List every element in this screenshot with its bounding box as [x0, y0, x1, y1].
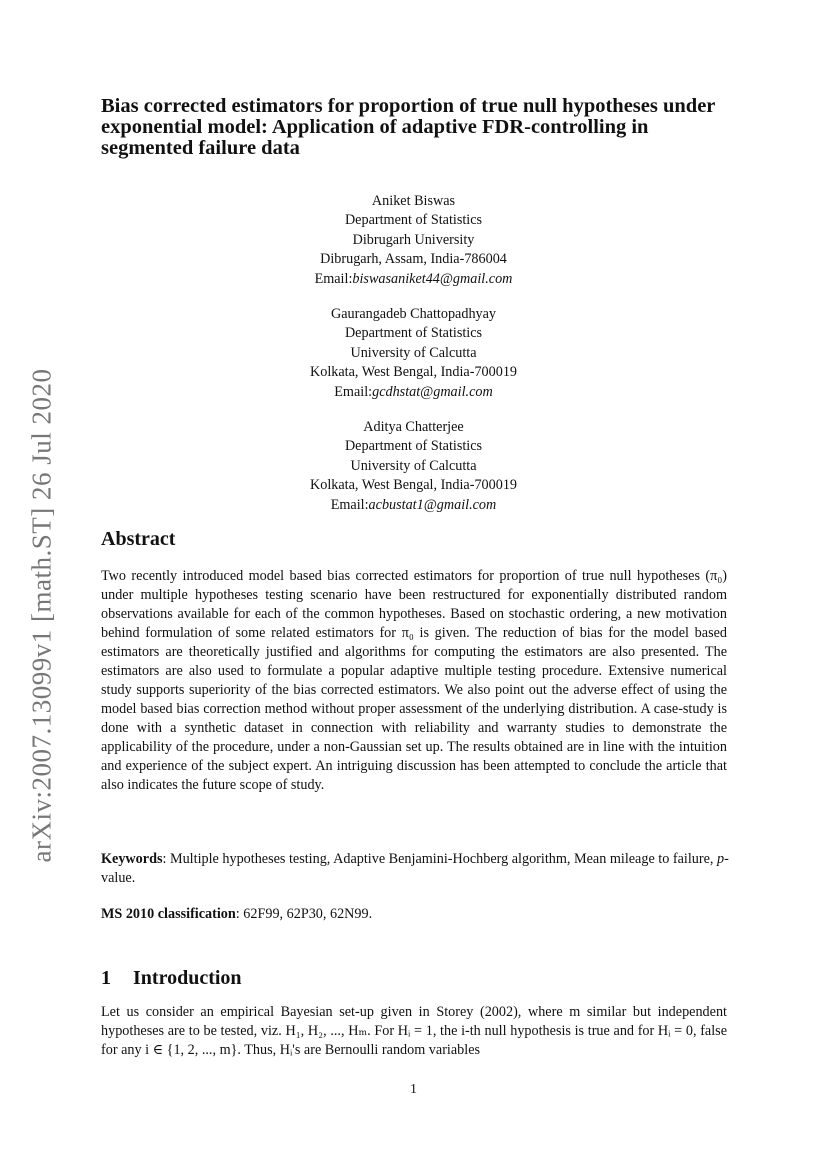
abstract-heading: Abstract [101, 528, 176, 550]
page-number: 1 [410, 1082, 417, 1097]
author-institution: University of Calcutta [350, 457, 477, 474]
author-email-line [200, 496, 627, 515]
author-department: Department of Statistics [344, 325, 483, 342]
msc-label: MS 2010 classification [101, 906, 236, 922]
email-label: Email: [314, 270, 353, 287]
email-label: Email: [334, 383, 373, 400]
keywords-line [101, 850, 737, 888]
author-block [200, 305, 627, 402]
author-institution: University of Calcutta [350, 344, 477, 361]
arxiv-identifier: arXiv:2007.13099v1 [math.ST] 26 Jul 2020 [26, 368, 57, 862]
author-address: Kolkata, West Bengal, India-700019 [309, 364, 518, 381]
author-block [200, 418, 627, 515]
author-email[interactable]: biswasaniket44@gmail.com [352, 270, 513, 287]
section-title: Introduction [133, 967, 242, 989]
author-name: Aditya Chatterjee [363, 419, 464, 436]
author-name: Gaurangadeb Chattopadhyay [330, 306, 497, 323]
author-block [200, 192, 627, 289]
keywords-label: Keywords [101, 851, 163, 867]
author-email-line [200, 270, 627, 289]
author-address: Dibrugarh, Assam, India-786004 [320, 251, 507, 268]
section-number: 1 [101, 967, 111, 989]
msc-codes: : 62F99, 62P30, 62N99. [235, 906, 373, 922]
email-label: Email: [330, 496, 369, 513]
author-address: Kolkata, West Bengal, India-700019 [309, 477, 518, 494]
author-email[interactable]: acbustat1@gmail.com [368, 496, 497, 513]
author-email-line [200, 383, 627, 402]
keywords-text: : Multiple hypotheses testing, Adaptive Benjamini-Hochberg algorithm, Mean mileage to failure, [162, 851, 717, 867]
author-email[interactable]: gcdhstat@gmail.com [372, 383, 493, 400]
paper-title: Bias corrected estimators for proportion of true null hypotheses under exponential model: Application of adaptive FDR-controlling in segmented failure data [101, 95, 716, 159]
msc-line [101, 905, 727, 924]
introduction-body: Let us consider an empirical Bayesian set-up given in Storey (2002), where m similar but independent hypotheses are to be tested, viz. H₁, H₂, ..., Hₘ. For Hᵢ = 1, the i-th null hypothesis is true and for Hᵢ = 0, false for any i ∈ {1, 2, ..., m}. Thus, Hᵢ's are Bernoulli random variables [101, 1004, 727, 1058]
author-name: Aniket Biswas [371, 193, 456, 209]
section-heading [101, 967, 242, 990]
arxiv-side-stamp [22, 360, 62, 870]
author-department: Department of Statistics [344, 438, 483, 455]
keywords-text-end: -value. [101, 851, 729, 886]
abstract-body: Two recently introduced model based bias corrected estimators for proportion of true null hypotheses (π₀) under multiple hypotheses testing scenario have been restructured for exponentially distributed random observations available for each of the common hypotheses. Based on stochastic ordering, a new motivation behind formulation of some related estimators for π₀ is given. The reduction of bias for the model based estimators are theoretically justified and algorithms for computing the estimators are also presented. The estimators are also used to formulate a popular adaptive multiple testing procedure. Extensive numerical study supports superiority of the bias corrected estimators. We also point out the adverse effect of using the model based bias correction method without proper assessment of the underlying distribution. A case-study is done with a synthetic dataset in connection with reliability and warranty studies to demonstrate the applicability of the procedure, under a non-Gaussian set up. The results obtained are in line with the intuition and experience of the subject expert. An intriguing discussion has been attempted to conclude the article that also indicates the future scope of study. [101, 568, 727, 793]
keywords-italic: p [717, 851, 725, 867]
author-list [200, 192, 627, 531]
author-institution: Dibrugarh University [352, 231, 475, 248]
author-department: Department of Statistics [344, 212, 483, 229]
